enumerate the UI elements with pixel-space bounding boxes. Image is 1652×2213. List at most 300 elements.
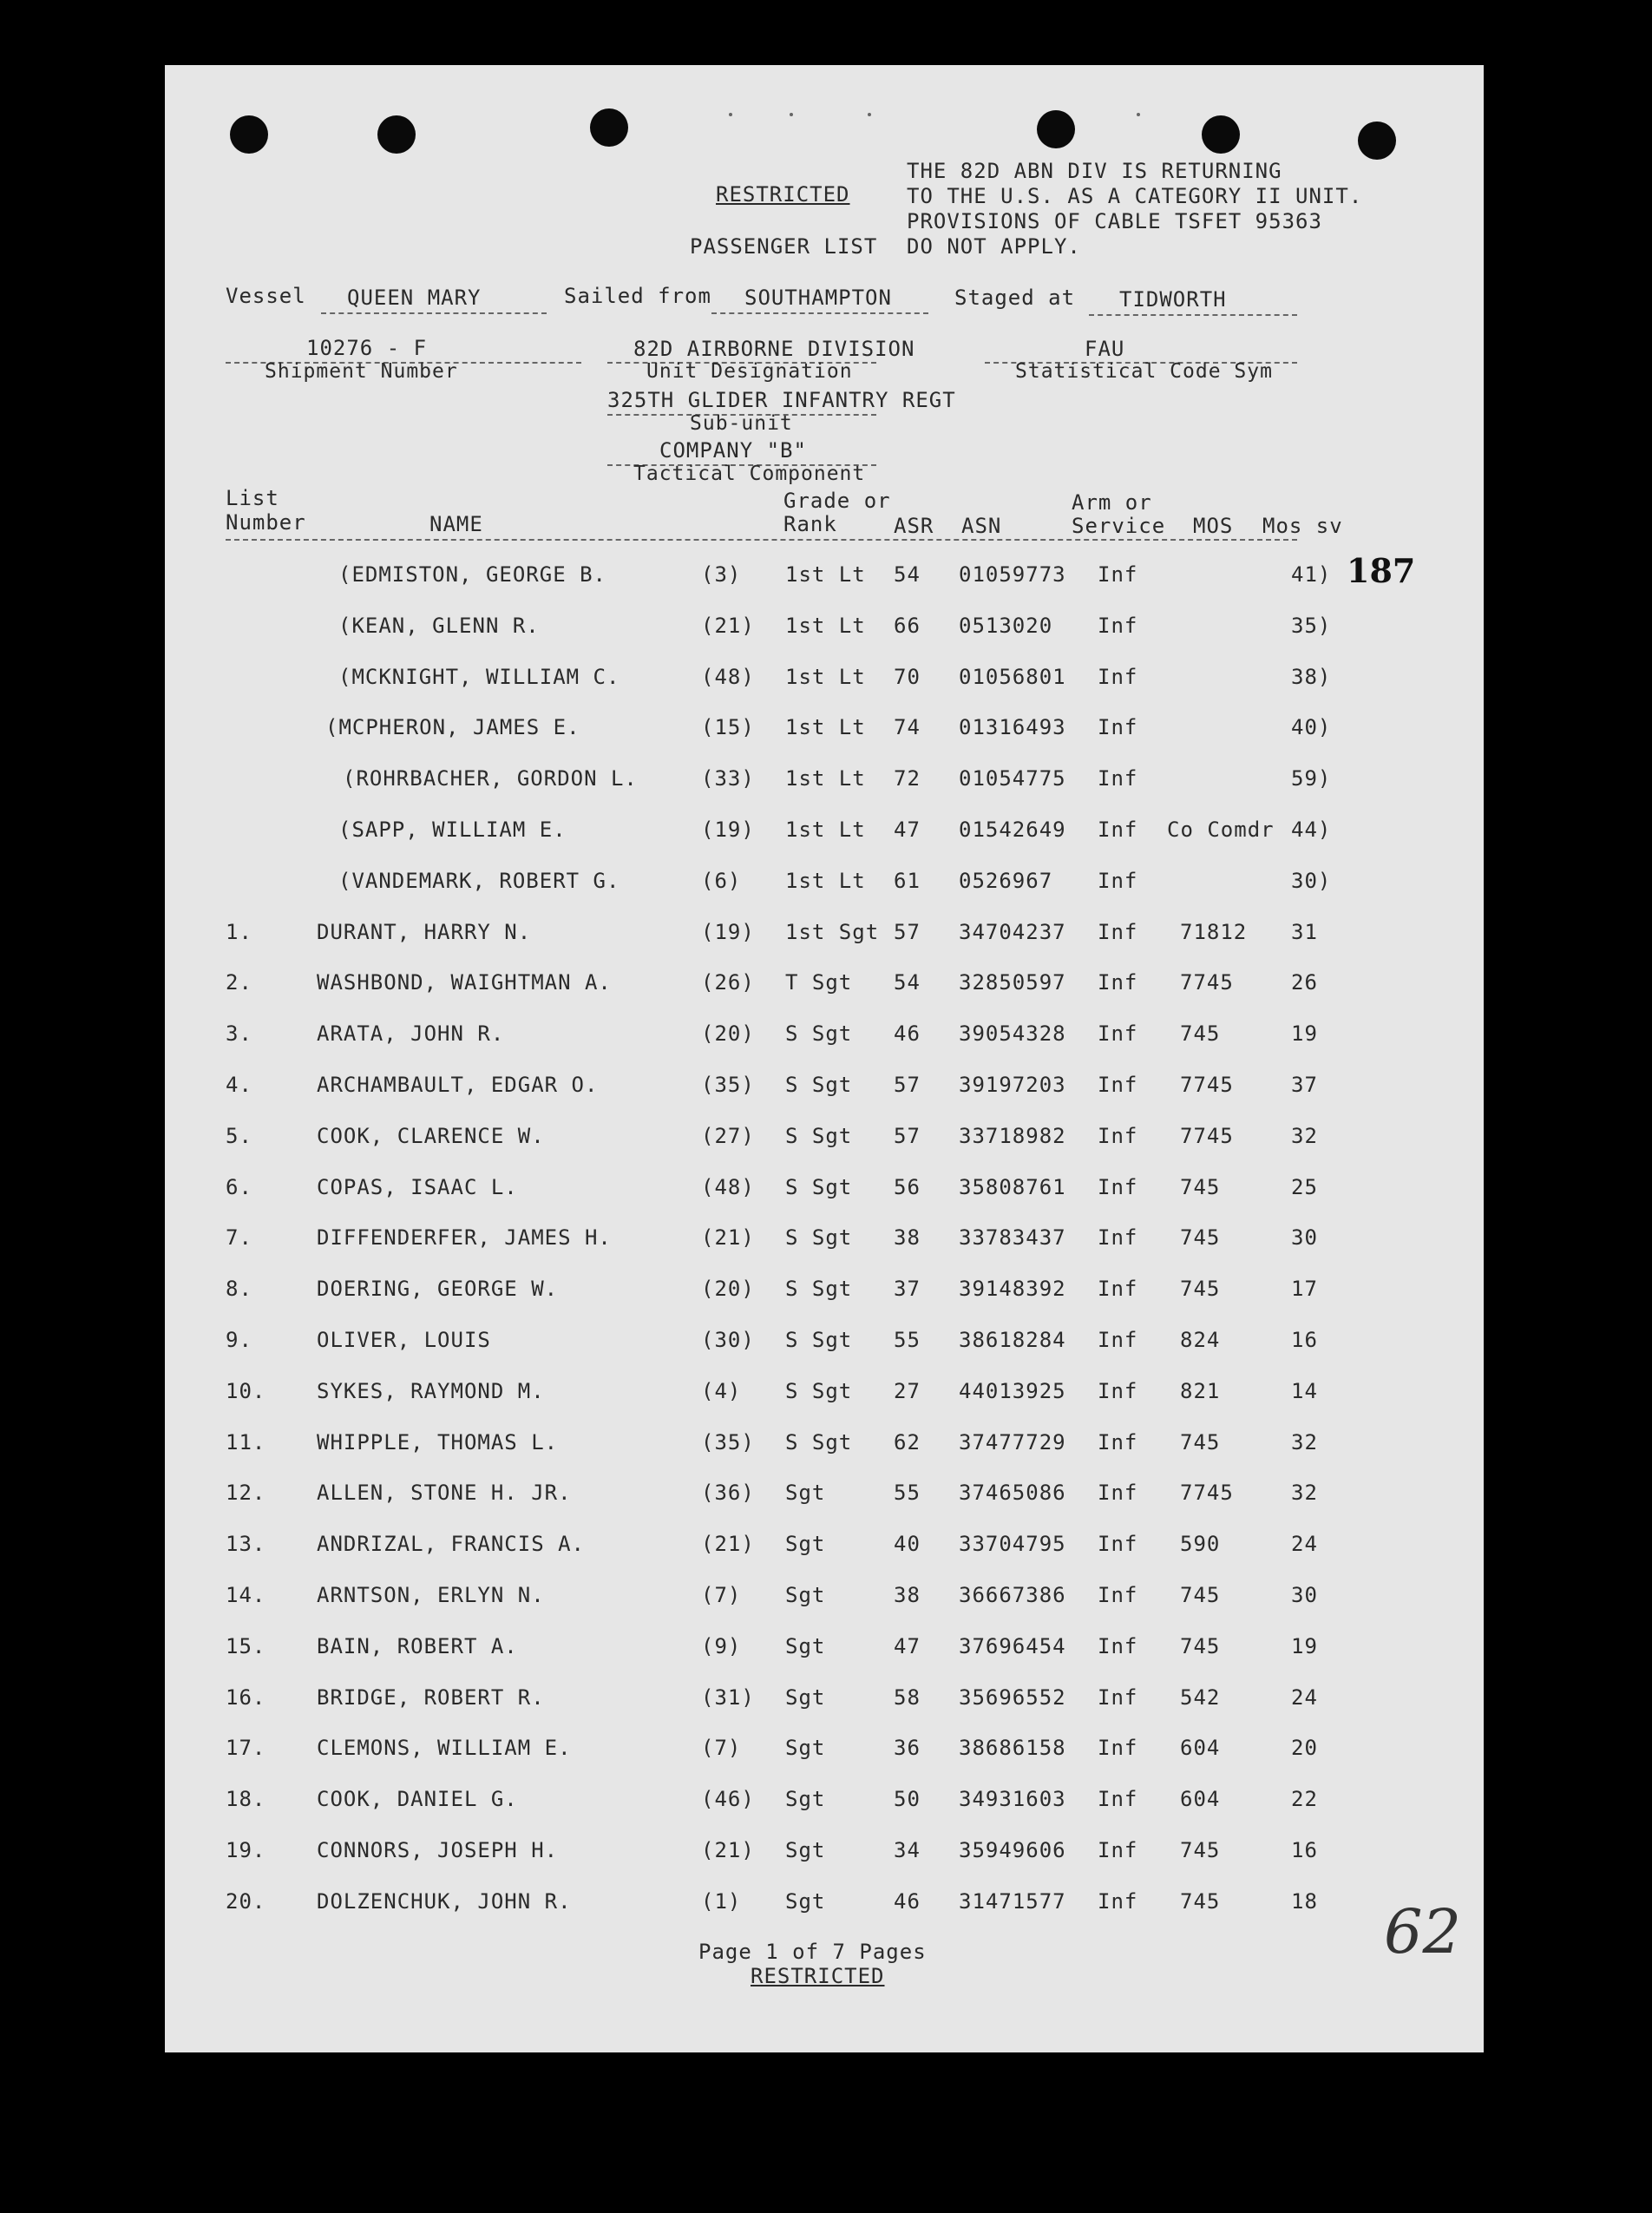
row-name: COOK, CLARENCE W.: [317, 1123, 545, 1148]
row-asn: 35949606: [959, 1838, 1066, 1862]
row-mos: 745: [1180, 1277, 1221, 1302]
row-rank: S Sgt: [785, 1225, 853, 1251]
row-asn: 01056801: [959, 664, 1066, 689]
row-asr-points: (15): [701, 715, 755, 740]
row-rank: Sgt: [785, 1532, 826, 1557]
row-asn: 37696454: [959, 1633, 1066, 1658]
table-row: [165, 1277, 1484, 1311]
row-asr-points: (3): [701, 562, 742, 587]
row-arm: Inf: [1098, 562, 1138, 587]
unit-designation: 82D AIRBORNE DIVISION: [633, 337, 915, 361]
row-asn: 37477729: [959, 1429, 1066, 1455]
row-asr: 57: [894, 919, 921, 944]
row-asn: 0513020: [959, 613, 1053, 638]
row-asr: 47: [894, 1633, 921, 1658]
col-asr: ASR: [894, 514, 934, 538]
table-row: [165, 1225, 1484, 1260]
row-arm: Inf: [1098, 1481, 1138, 1506]
row-asn: 01542649: [959, 818, 1066, 842]
row-mos: 604: [1180, 1787, 1221, 1812]
row-mos-sv: 16: [1291, 1838, 1318, 1862]
row-name: BRIDGE, ROBERT R.: [317, 1684, 545, 1710]
divider: [711, 312, 928, 314]
table-row: [165, 1175, 1484, 1210]
row-arm: Inf: [1098, 1021, 1138, 1047]
row-mos: 745: [1180, 1429, 1221, 1455]
punch-hole: [377, 115, 416, 154]
subunit-label: Sub-unit: [690, 412, 793, 435]
vessel-label: Vessel: [226, 284, 306, 308]
row-mos: 604: [1180, 1736, 1221, 1761]
row-name: ARCHAMBAULT, EDGAR O.: [317, 1073, 599, 1097]
vessel-value: QUEEN MARY: [347, 286, 482, 310]
row-asr-points: (36): [701, 1481, 755, 1506]
row-list-number: 16.: [226, 1684, 266, 1710]
shipment-label: Shipment Number: [265, 360, 458, 383]
row-rank: S Sgt: [785, 1073, 853, 1097]
table-row: [165, 920, 1484, 955]
row-arm: Inf: [1098, 818, 1138, 842]
row-arm: Inf: [1098, 970, 1138, 995]
row-asr-points: (31): [701, 1684, 755, 1710]
row-asr-points: (20): [701, 1021, 755, 1047]
row-asr-points: (6): [701, 868, 742, 893]
unit-label: Unit Designation: [646, 360, 853, 383]
row-asr: 57: [894, 1123, 921, 1148]
punch-hole: [590, 108, 628, 147]
row-rank: S Sgt: [785, 1277, 853, 1302]
row-asr: 36: [894, 1736, 921, 1761]
row-asn: 33718982: [959, 1123, 1066, 1148]
row-list-number: 8.: [226, 1277, 252, 1302]
row-mos: 745: [1180, 1888, 1221, 1914]
row-name: (EDMISTON, GEORGE B.: [338, 562, 606, 587]
row-asr-points: (27): [701, 1123, 755, 1148]
col-asn: ASN: [961, 514, 1002, 538]
table-row: [165, 766, 1484, 801]
row-asn: 38686158: [959, 1736, 1066, 1761]
row-asn: 35808761: [959, 1174, 1066, 1199]
row-asr: 50: [894, 1787, 921, 1812]
row-asr: 74: [894, 715, 921, 740]
row-rank: 1st Lt: [785, 818, 866, 842]
row-asr-points: (48): [701, 1174, 755, 1199]
row-asn: 34704237: [959, 919, 1066, 944]
row-mos-sv: 16: [1291, 1328, 1318, 1352]
table-row: [165, 1073, 1484, 1107]
row-mos: 745: [1180, 1838, 1221, 1862]
table-row: [165, 1889, 1484, 1924]
row-name: DOLZENCHUK, JOHN R.: [317, 1888, 572, 1914]
row-arm: Inf: [1098, 766, 1138, 791]
row-rank: Sgt: [785, 1888, 826, 1914]
row-mos-sv: 30: [1291, 1583, 1318, 1607]
col-arm: Arm or: [1072, 490, 1152, 515]
row-asn: 01316493: [959, 715, 1066, 740]
row-name: (KEAN, GLENN R.: [338, 613, 540, 638]
row-mos: Co Comdr: [1167, 818, 1275, 842]
row-asr: 46: [894, 1021, 921, 1047]
row-asr: 46: [894, 1888, 921, 1914]
row-arm: Inf: [1098, 715, 1138, 740]
code-value: FAU: [1085, 337, 1125, 361]
row-rank: Sgt: [785, 1633, 826, 1658]
note-line-1: THE 82D ABN DIV IS RETURNING: [907, 159, 1282, 183]
header-divider: [226, 539, 1297, 541]
row-asn: 33704795: [959, 1532, 1066, 1557]
row-name: WASHBOND, WAIGHTMAN A.: [317, 970, 612, 995]
row-asr: 54: [894, 562, 921, 587]
row-mos-sv: 24: [1291, 1532, 1318, 1557]
sailed-label: Sailed from: [564, 284, 711, 308]
table-row: [165, 1838, 1484, 1873]
row-asr: 47: [894, 818, 921, 842]
table-row: [165, 818, 1484, 852]
row-asr: 55: [894, 1328, 921, 1352]
row-rank: 1st Lt: [785, 868, 866, 893]
row-mos: 590: [1180, 1532, 1221, 1557]
row-asn: 35696552: [959, 1684, 1066, 1710]
row-mos-sv: 18: [1291, 1888, 1318, 1914]
row-asn: 0526967: [959, 868, 1053, 893]
restricted-heading: RESTRICTED: [716, 182, 850, 207]
shipment-number: 10276 - F: [306, 336, 428, 360]
table-row: [165, 1021, 1484, 1056]
subunit-value: 325TH GLIDER INFANTRY REGT: [607, 388, 956, 412]
row-list-number: 4.: [226, 1073, 252, 1097]
row-asr-points: (26): [701, 970, 755, 995]
row-mos-sv: 41): [1291, 562, 1332, 587]
col-service: Service: [1072, 514, 1166, 538]
row-mos: 745: [1180, 1583, 1221, 1607]
row-asr: 70: [894, 664, 921, 689]
row-asn: 37465086: [959, 1481, 1066, 1506]
table-row: [165, 1481, 1484, 1515]
table-row: [165, 715, 1484, 750]
row-arm: Inf: [1098, 1073, 1138, 1097]
row-list-number: 2.: [226, 970, 252, 995]
row-list-number: 7.: [226, 1225, 252, 1251]
row-mos-sv: 24: [1291, 1684, 1318, 1710]
row-list-number: 17.: [226, 1736, 266, 1761]
row-mos-sv: 59): [1291, 766, 1332, 791]
table-row: [165, 562, 1484, 597]
row-name: (SAPP, WILLIAM E.: [338, 818, 567, 842]
row-asr: 58: [894, 1684, 921, 1710]
punch-hole: [230, 115, 268, 154]
row-asr-points: (21): [701, 1225, 755, 1251]
row-asn: 01059773: [959, 562, 1066, 587]
row-rank: Sgt: [785, 1583, 826, 1607]
component-value: COMPANY "B": [659, 438, 807, 463]
passenger-list-heading: PASSENGER LIST: [690, 234, 878, 259]
row-name: ALLEN, STONE H. JR.: [317, 1481, 572, 1506]
row-asn: 39054328: [959, 1021, 1066, 1047]
restricted-footer: RESTRICTED: [751, 1964, 885, 1988]
staged-value: TIDWORTH: [1119, 287, 1227, 312]
row-mos: 745: [1180, 1021, 1221, 1047]
row-name: (MCPHERON, JAMES E.: [325, 715, 580, 740]
row-name: BAIN, ROBERT A.: [317, 1633, 518, 1658]
row-asr-points: (46): [701, 1787, 755, 1812]
row-mos: 745: [1180, 1174, 1221, 1199]
row-list-number: 1.: [226, 919, 252, 944]
row-arm: Inf: [1098, 1532, 1138, 1557]
row-asr-points: (4): [701, 1378, 742, 1403]
row-arm: Inf: [1098, 1736, 1138, 1761]
row-rank: Sgt: [785, 1481, 826, 1506]
row-rank: 1st Lt: [785, 766, 866, 791]
row-list-number: 6.: [226, 1174, 252, 1199]
stamp-number: 187: [1347, 551, 1416, 590]
row-asn: 39197203: [959, 1073, 1066, 1097]
row-asr: 54: [894, 970, 921, 995]
row-asr-points: (20): [701, 1277, 755, 1302]
row-mos-sv: 35): [1291, 613, 1332, 638]
row-arm: Inf: [1098, 1328, 1138, 1352]
row-asr: 72: [894, 766, 921, 791]
table-row: [165, 1787, 1484, 1822]
row-mos-sv: 32: [1291, 1481, 1318, 1506]
row-mos-sv: 30: [1291, 1225, 1318, 1251]
row-arm: Inf: [1098, 1277, 1138, 1302]
row-rank: S Sgt: [785, 1123, 853, 1148]
table-row: [165, 1634, 1484, 1669]
row-list-number: 9.: [226, 1328, 252, 1352]
row-mos-sv: 14: [1291, 1378, 1318, 1403]
row-rank: 1st Lt: [785, 715, 866, 740]
row-rank: Sgt: [785, 1736, 826, 1761]
row-name: (VANDEMARK, ROBERT G.: [338, 868, 620, 893]
row-asr: 34: [894, 1838, 921, 1862]
row-rank: S Sgt: [785, 1174, 853, 1199]
row-rank: S Sgt: [785, 1429, 853, 1455]
row-rank: S Sgt: [785, 1021, 853, 1047]
row-mos-sv: 25: [1291, 1174, 1318, 1199]
row-asr-points: (30): [701, 1328, 755, 1352]
col-mos-sv: Mos sv: [1262, 514, 1343, 538]
table-row: [165, 869, 1484, 903]
punch-hole: [1358, 121, 1396, 160]
row-list-number: 3.: [226, 1021, 252, 1047]
row-rank: 1st Lt: [785, 613, 866, 638]
row-arm: Inf: [1098, 1888, 1138, 1914]
row-asn: 32850597: [959, 970, 1066, 995]
row-rank: Sgt: [785, 1787, 826, 1812]
table-row: [165, 1532, 1484, 1566]
row-list-number: 12.: [226, 1481, 266, 1506]
handwritten-page-number: 62: [1384, 1896, 1462, 1967]
note-line-3: PROVISIONS OF CABLE TSFET 95363: [907, 209, 1322, 233]
row-name: DIFFENDERFER, JAMES H.: [317, 1225, 612, 1251]
row-rank: S Sgt: [785, 1378, 853, 1403]
row-asr: 40: [894, 1532, 921, 1557]
document-page: [165, 65, 1484, 2052]
code-label: Statistical Code Sym: [1015, 360, 1273, 383]
table-row: [165, 1328, 1484, 1363]
row-rank: S Sgt: [785, 1328, 853, 1352]
row-arm: Inf: [1098, 1123, 1138, 1148]
table-row: [165, 1685, 1484, 1720]
row-arm: Inf: [1098, 1378, 1138, 1403]
row-mos-sv: 32: [1291, 1123, 1318, 1148]
col-number: Number: [226, 510, 306, 535]
row-mos: 745: [1180, 1633, 1221, 1658]
row-name: ARNTSON, ERLYN N.: [317, 1583, 545, 1607]
row-asr: 56: [894, 1174, 921, 1199]
row-mos-sv: 19: [1291, 1021, 1318, 1047]
row-mos-sv: 20: [1291, 1736, 1318, 1761]
row-asr-points: (21): [701, 613, 755, 638]
punch-hole: [1037, 110, 1075, 148]
note-line-4: DO NOT APPLY.: [907, 234, 1081, 259]
row-name: ANDRIZAL, FRANCIS A.: [317, 1532, 585, 1557]
row-asr-points: (7): [701, 1583, 742, 1607]
row-mos-sv: 30): [1291, 868, 1332, 893]
row-mos-sv: 31: [1291, 919, 1318, 944]
row-list-number: 18.: [226, 1787, 266, 1812]
col-name: NAME: [429, 512, 483, 536]
row-arm: Inf: [1098, 1583, 1138, 1607]
row-mos: 821: [1180, 1378, 1221, 1403]
punch-hole: [1202, 115, 1240, 154]
row-asn: 33783437: [959, 1225, 1066, 1251]
row-asr-points: (21): [701, 1838, 755, 1862]
row-asr: 27: [894, 1378, 921, 1403]
row-asr: 37: [894, 1277, 921, 1302]
dot: [790, 113, 793, 116]
row-asr: 62: [894, 1429, 921, 1455]
row-asr-points: (35): [701, 1073, 755, 1097]
row-mos: 71812: [1180, 919, 1248, 944]
row-asr-points: (35): [701, 1429, 755, 1455]
row-asr: 38: [894, 1583, 921, 1607]
row-asr: 55: [894, 1481, 921, 1506]
row-mos-sv: 38): [1291, 664, 1332, 689]
row-arm: Inf: [1098, 1838, 1138, 1862]
row-asr: 61: [894, 868, 921, 893]
divider: [1089, 314, 1297, 316]
row-name: COPAS, ISAAC L.: [317, 1174, 518, 1199]
row-list-number: 15.: [226, 1633, 266, 1658]
table-row: [165, 1736, 1484, 1770]
row-arm: Inf: [1098, 664, 1138, 689]
row-list-number: 20.: [226, 1888, 266, 1914]
row-name: ARATA, JOHN R.: [317, 1021, 505, 1047]
row-name: COOK, DANIEL G.: [317, 1787, 518, 1812]
row-mos-sv: 22: [1291, 1787, 1318, 1812]
row-asn: 39148392: [959, 1277, 1066, 1302]
row-list-number: 5.: [226, 1123, 252, 1148]
row-name: DURANT, HARRY N.: [317, 919, 532, 944]
row-mos-sv: 40): [1291, 715, 1332, 740]
staged-label: Staged at: [954, 286, 1076, 310]
row-arm: Inf: [1098, 1174, 1138, 1199]
row-arm: Inf: [1098, 1633, 1138, 1658]
table-row: [165, 1583, 1484, 1618]
row-rank: Sgt: [785, 1684, 826, 1710]
table-row: [165, 1379, 1484, 1414]
sailed-value: SOUTHAMPTON: [744, 286, 892, 310]
table-row: [165, 1430, 1484, 1465]
table-row: [165, 970, 1484, 1005]
row-asr: 38: [894, 1225, 921, 1251]
row-name: DOERING, GEORGE W.: [317, 1277, 559, 1302]
col-grade: Grade or: [783, 489, 891, 513]
row-arm: Inf: [1098, 1225, 1138, 1251]
row-name: (ROHRBACHER, GORDON L.: [343, 766, 638, 791]
dot: [868, 113, 871, 116]
note-line-2: TO THE U.S. AS A CATEGORY II UNIT.: [907, 184, 1363, 208]
divider: [321, 312, 547, 314]
row-name: CLEMONS, WILLIAM E.: [317, 1736, 572, 1761]
row-asn: 36667386: [959, 1583, 1066, 1607]
row-asn: 01054775: [959, 766, 1066, 791]
row-asn: 44013925: [959, 1378, 1066, 1403]
component-label: Tactical Component: [633, 463, 866, 485]
row-rank: 1st Lt: [785, 664, 866, 689]
col-rank: Rank: [783, 512, 837, 536]
row-asr-points: (19): [701, 818, 755, 842]
row-asn: 34931603: [959, 1787, 1066, 1812]
row-mos: 542: [1180, 1684, 1221, 1710]
dot: [729, 113, 732, 116]
row-asr-points: (48): [701, 664, 755, 689]
row-asr-points: (1): [701, 1888, 742, 1914]
row-list-number: 10.: [226, 1378, 266, 1403]
row-name: OLIVER, LOUIS: [317, 1328, 491, 1352]
row-list-number: 11.: [226, 1429, 266, 1455]
row-mos: 745: [1180, 1225, 1221, 1251]
row-name: SYKES, RAYMOND M.: [317, 1378, 545, 1403]
col-list: List: [226, 486, 279, 510]
row-asn: 31471577: [959, 1888, 1066, 1914]
page-indicator: Page 1 of 7 Pages: [698, 1940, 927, 1964]
row-mos-sv: 32: [1291, 1429, 1318, 1455]
row-mos: 7745: [1180, 1073, 1234, 1097]
row-arm: Inf: [1098, 868, 1138, 893]
row-rank: 1st Sgt: [785, 919, 880, 944]
row-mos: 7745: [1180, 970, 1234, 995]
row-arm: Inf: [1098, 1684, 1138, 1710]
row-asr-points: (19): [701, 919, 755, 944]
row-name: CONNORS, JOSEPH H.: [317, 1838, 559, 1862]
row-asr-points: (21): [701, 1532, 755, 1557]
table-row: [165, 614, 1484, 648]
row-list-number: 14.: [226, 1583, 266, 1607]
row-arm: Inf: [1098, 613, 1138, 638]
row-asr-points: (9): [701, 1633, 742, 1658]
table-row: [165, 1124, 1484, 1159]
row-arm: Inf: [1098, 1429, 1138, 1455]
row-list-number: 13.: [226, 1532, 266, 1557]
row-arm: Inf: [1098, 919, 1138, 944]
row-asn: 38618284: [959, 1328, 1066, 1352]
row-mos-sv: 37: [1291, 1073, 1318, 1097]
row-mos-sv: 44): [1291, 818, 1332, 842]
row-mos-sv: 17: [1291, 1277, 1318, 1302]
row-asr: 57: [894, 1073, 921, 1097]
row-asr-points: (7): [701, 1736, 742, 1761]
row-name: WHIPPLE, THOMAS L.: [317, 1429, 559, 1455]
row-name: (MCKNIGHT, WILLIAM C.: [338, 664, 620, 689]
row-mos-sv: 26: [1291, 970, 1318, 995]
row-asr-points: (33): [701, 766, 755, 791]
dot: [1137, 113, 1140, 116]
row-rank: T Sgt: [785, 970, 853, 995]
row-asr: 66: [894, 613, 921, 638]
table-row: [165, 665, 1484, 699]
